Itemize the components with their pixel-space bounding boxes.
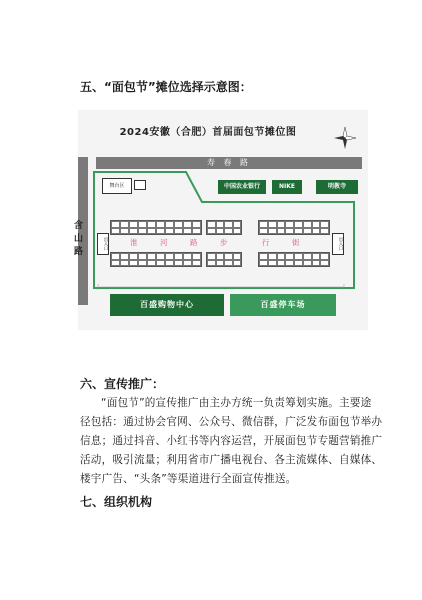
paragraph-line: 信息；通过抖音、小红书等内容运营，开展面包节专题营销推广: [80, 435, 383, 447]
entrance-right: 出入口: [332, 233, 344, 255]
dimension-line: [96, 284, 346, 290]
paragraph-line: 径包括：通过协会官网、公众号、微信群，广泛发布面包节举办: [80, 416, 383, 428]
stage-area: 舞台区: [102, 178, 132, 194]
road-left-label: 含山路: [74, 221, 84, 257]
map-title: 2024安徽（合肥）首届面包节摊位图: [119, 127, 297, 138]
building-parkson-parking: 百盛停车场: [230, 294, 336, 316]
section-6-heading: 六、宣传推广：: [80, 377, 165, 391]
road-top-label: 寿 春 路: [206, 158, 252, 167]
entrance-left: 出入口: [97, 233, 109, 255]
road-shouchun: [96, 157, 362, 169]
street-label-char: 步: [220, 238, 228, 247]
booth-block: [206, 252, 242, 267]
booth-block: [110, 220, 202, 235]
street-label-char: 河: [160, 238, 168, 247]
street-label-char: 行: [262, 238, 270, 247]
paragraph-line: 活动，吸引流量；利用省市广播电视台、各主流媒体、自媒体、: [80, 454, 383, 466]
booth-map: [74, 110, 368, 330]
section-7-heading: 七、组织机构: [80, 495, 153, 509]
sponsor-nike: NIKE: [272, 180, 302, 194]
booth-block: [258, 252, 330, 267]
street-label-char: 街: [292, 238, 300, 247]
section-5-heading: 五、“面包节”摊位选择示意图：: [80, 80, 252, 94]
compass-icon: [333, 126, 357, 150]
stage-side-box: [134, 180, 146, 190]
paragraph-line: “面包节”的宣传推广由主办方统一负责筹划实施。主要途: [101, 397, 372, 409]
street-label-char: 路: [190, 238, 198, 247]
sponsor-abc-bank: 中国农业银行: [218, 180, 266, 194]
booth-block: [206, 220, 242, 235]
street-label-char: 淮: [130, 238, 138, 247]
booth-block: [110, 252, 202, 267]
booth-block: [258, 220, 330, 235]
building-parkson-mall: 百盛购物中心: [110, 294, 224, 316]
section-6-paragraph: [80, 394, 383, 489]
sponsor-mingjiao-temple: 明教寺: [316, 180, 358, 194]
paragraph-line: 楼宇广告、“头条”等渠道进行全面宣传推送。: [80, 473, 297, 485]
